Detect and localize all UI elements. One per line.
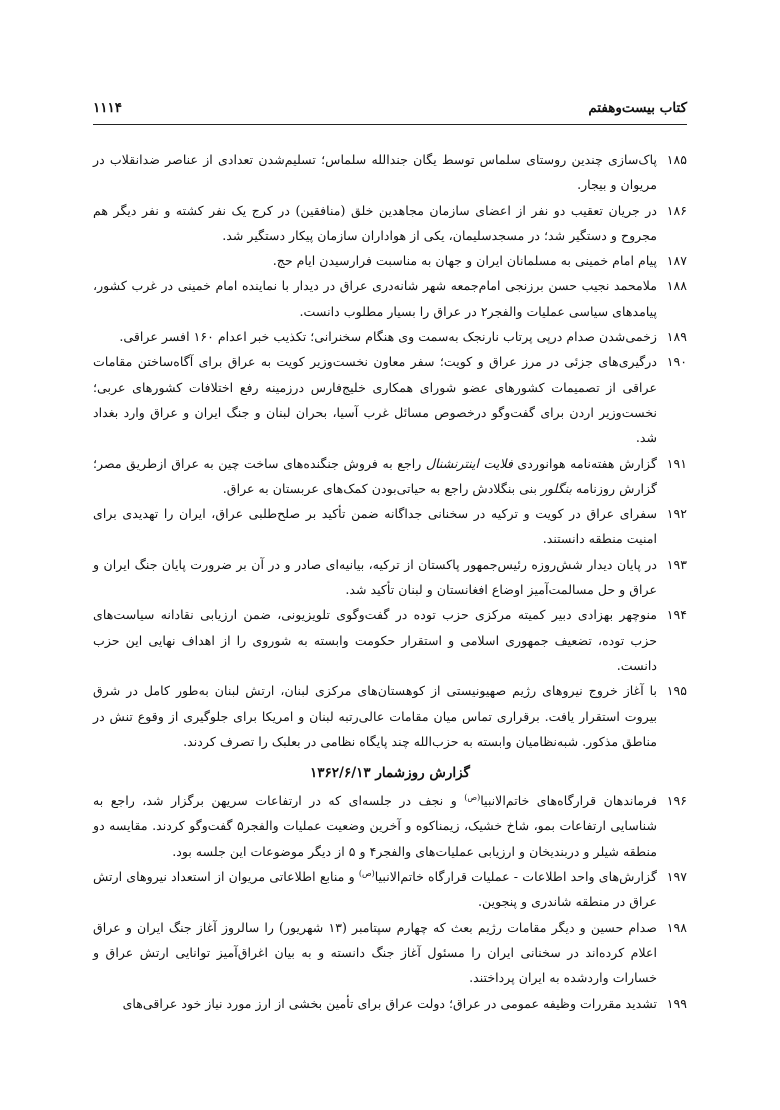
entry-number: ۱۹۶	[666, 793, 687, 809]
entry-number: ۱۹۸	[666, 919, 687, 935]
entry-text-part: راجع به فروش جنگنده‌های ساخت چین به عراق ازطریق مصر؛ گزارش روزنامه	[93, 455, 657, 496]
entry-number: ۱۹۴	[666, 607, 687, 623]
entry-195	[93, 678, 687, 754]
entry-199	[93, 991, 687, 1016]
entry-196	[93, 788, 687, 864]
entry-number: ۱۸۵	[666, 152, 687, 167]
entry-number: ۱۹۳	[666, 556, 687, 572]
entry-text: با آغاز خروج نیروهای رژیم صهیونیستی از کوهستان‌های مرکزی لبنان، ارتش لبنان به‌طور کامل در شرق بیروت استقرار یافت. برقراری تماس میان مقامات عالی‌رتبه لبنان و امریکا برای جلوگیری از وقوع تنش در مناطق مذکور. شبه‌نظامیان وابسته به حزب‌الله چند پایگاه نظامی در بعلبک را تصرف کردند.	[93, 683, 657, 749]
entry-text: پاک‌سازی چندین روستای سلماس توسط یگان جندالله سلماس؛ تسلیم‌شدن تعدادی از عناصر ضدانقلاب در مریوان و بیجار.	[93, 152, 657, 193]
entry-text: پیام امام خمینی به مسلمانان ایران و جهان به مناسبت فرارسیدن ایام حج.	[272, 253, 657, 269]
entry-number: ۱۸۷	[666, 253, 687, 269]
entry-number: ۱۹۹	[666, 995, 687, 1011]
entry-text	[93, 788, 657, 864]
entry-text	[93, 864, 657, 915]
header-divider	[93, 124, 687, 125]
publication-name: بنگلور	[540, 480, 572, 496]
entry-text-part: و نجف در جلسه‌ای که در ارتفاعات سریهن برگزار شد، راجع به شناسایی ارتفاعات بمو، شاخ خشیک، زیمناکوه و آخرین وضعیت عملیات والفجر۵ گفت‌وگو کردند. مقایسه دو منطقه شیلر و دربندیخان و ارزیابی عملیات‌های والفجر۴ و ۵ از دیگر موضوعات این جلسه بود.	[93, 793, 658, 859]
entry-text-part: گزارش‌های واحد اطلاعات - عملیات قرارگاه خاتم‌الانبیا	[374, 869, 657, 885]
entry-191	[93, 451, 687, 502]
entry-text-part: فرماندهان قرارگاه‌های خاتم‌الانبیا	[480, 793, 657, 809]
entry-text: در پایان دیدار شش‌روزه رئیس‌جمهور پاکستان از ترکیه، بیانیه‌ای صادر و در آن بر ضرورت پایان جنگ ایران و عراق و حل مسالمت‌آمیز اوضاع افغانستان و لبنان تأکید شد.	[93, 556, 657, 598]
entry-192	[93, 501, 687, 552]
entry-number: ۱۹۲	[666, 506, 687, 522]
entry-197	[93, 864, 687, 915]
entry-text-part: گزارش هفته‌نامه هوانوردی	[512, 455, 657, 471]
entry-190	[93, 349, 687, 450]
entry-text: زخمی‌شدن صدام درپی پرتاب نارنجک به‌سمت وی هنگام سخنرانی؛ تکذیب خبر اعدام ۱۶۰ افسر عراقی.	[119, 329, 657, 345]
entry-194	[93, 602, 687, 678]
section-title: گزارش روزشمار ۱۳۶۲/۶/۱۳	[310, 765, 470, 782]
entry-189	[93, 324, 687, 349]
entry-number: ۱۹۷	[666, 869, 687, 885]
entry-text: در جریان تعقیب دو نفر از اعضای سازمان مجاهدین خلق (منافقین) در کرج یک نفر کشته و نفر دیگر هم مجروح و دستگیر شد؛ در مسجدسلیمان، یکی از هواداران سازمان پیکار دستگیر شد.	[93, 202, 657, 243]
entry-185	[93, 147, 687, 198]
entry-number: ۱۸۹	[666, 329, 687, 345]
entry-193	[93, 552, 687, 603]
page-number: ۱۱۱۴	[93, 100, 123, 116]
entry-number: ۱۹۱	[666, 455, 687, 471]
entry-number: ۱۸۸	[666, 278, 687, 294]
entry-number: ۱۸۶	[666, 202, 687, 218]
publication-name: فلایت اینترنشنال	[425, 455, 513, 471]
book-title: کتاب بیست‌وهفتم	[588, 100, 687, 116]
entry-number: ۱۹۵	[666, 683, 687, 699]
entry-text: تشدید مقررات وظیفه عمومی در عراق؛ دولت عراق برای تأمین بخشی از ارز مورد نیاز خود عراقی‌های	[122, 995, 657, 1011]
entry-text: منوچهر بهزادی دبیر کمیته مرکزی حزب توده در گفت‌وگوی تلویزیونی، ضمن ارزیابی نقادانه سیاست‌های حزب توده، تضعیف جمهوری اسلامی و استقرار حکومت وابسته به شوروی را از اهداف نهایی این حزب دانست.	[93, 607, 657, 673]
entry-187	[93, 248, 687, 273]
entry-text	[93, 451, 657, 502]
chronology-body	[93, 147, 687, 1016]
running-header	[93, 97, 687, 119]
entry-text: درگیری‌های جزئی در مرز عراق و کویت؛ سفر معاون نخست‌وزیر کویت به عراق برای آگاه‌ساختن مقامات عراقی از تصمیمات کشورهای عضو شورای همکاری خلیج‌فارس درزمینه رفع اختلافات کشورهای عربی؛ نخست‌وزیر اردن برای گفت‌وگو درخصوص مسائل غرب آسیا، بحران لبنان و جنگ ایران و عراق وارد بغداد شد.	[93, 354, 657, 446]
honorific-superscript: (ص)	[358, 868, 375, 878]
entry-text-part: و منابع اطلاعاتی مریوان از استعداد نیروهای ارتش عراق در منطقه شاندری و پنجوین.	[93, 869, 657, 910]
entry-text: ملامحمد نجیب حسن برزنجی امام‌جمعه شهر شانه‌دری عراق در دیدار با نماینده امام خمینی در غرب کشور، پیامدهای سیاسی عملیات والفجر۲ در عراق را بسیار مطلوب دانست.	[93, 278, 657, 319]
honorific-superscript: (ص)	[464, 792, 481, 802]
entry-186	[93, 198, 687, 249]
document-page	[93, 0, 687, 1110]
entry-text: سفرای عراق در کویت و ترکیه در سخنانی جداگانه ضمن تأکید بر صلح‌طلبی عراق، ایران را تهدیدی برای امنیت منطقه دانستند.	[93, 506, 657, 547]
entry-number: ۱۹۰	[666, 354, 687, 370]
entry-198	[93, 915, 687, 991]
entry-text: صدام حسین و دیگر مقامات رژیم بعث که چهارم سپتامبر (۱۳ شهریور) را سالروز آغاز جنگ ایران و عراق اعلام کرده‌اند در سخنانی ایران را مسئول آغاز جنگ دانسته و به بیان اغراق‌آمیز توانایی ارتش عراق و خسارات واردشده به ایران پرداختند.	[93, 919, 657, 986]
entry-188	[93, 273, 687, 324]
entry-text-part: بنی بنگلادش راجع به حیاتی‌بودن کمک‌های عربستان به عراق.	[222, 480, 541, 496]
